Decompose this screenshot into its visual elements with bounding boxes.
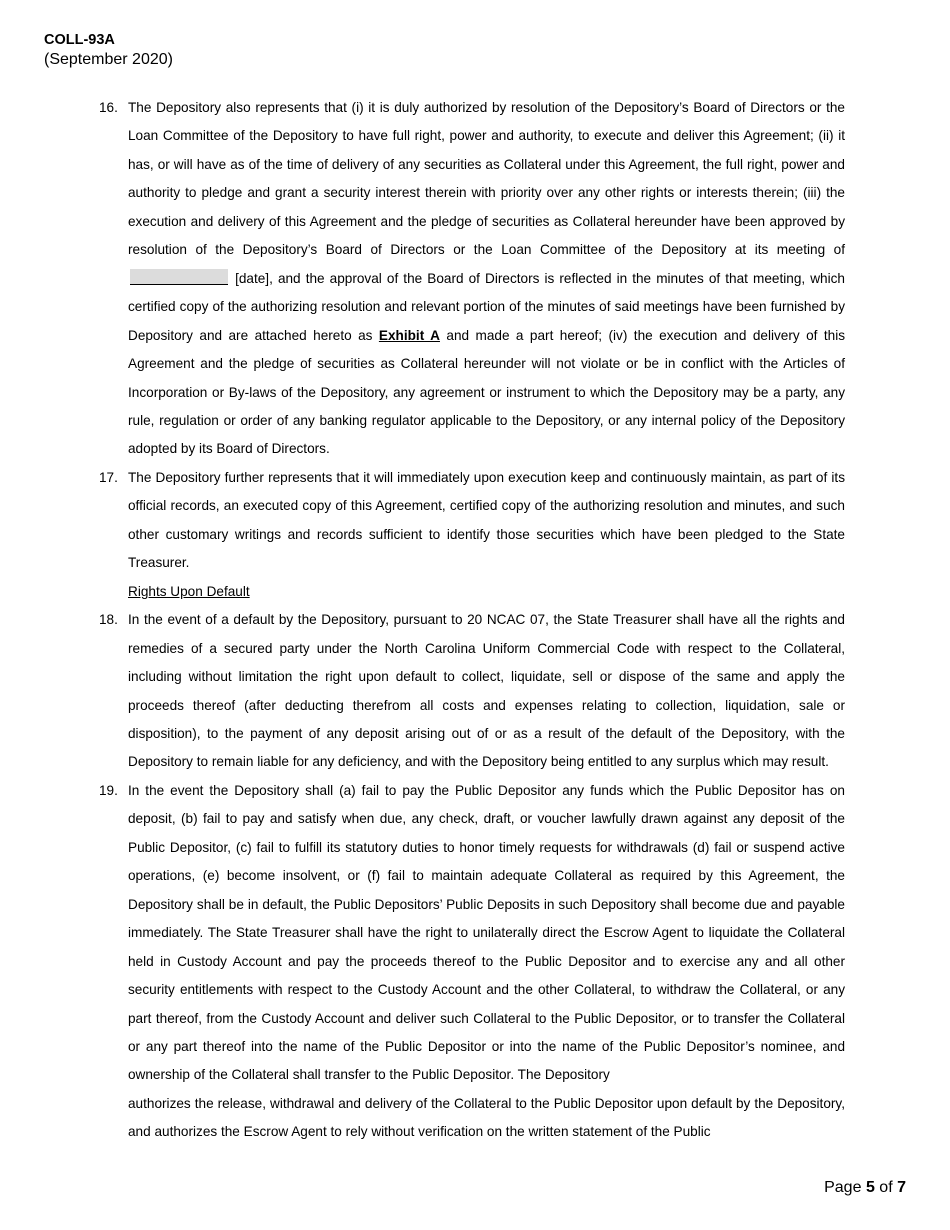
form-date: (September 2020) [44, 51, 173, 68]
page-word: Page [824, 1179, 862, 1196]
paragraph-text: and made a part hereof; (iv) the execution and delivery of this Agreement and the pledge of securities as Collateral hereunder will not violate or be in conflict with the Articles of Incorporation or By-laws of the Depository, any agreement or instrument to which the Depository may be a party, any rule, regulation or order of any banking regulator applicable to the Depository, or any internal policy of the Depository adopted by its Board of Directors. [128, 327, 846, 457]
paragraph-text: The Depository further represents that it will immediately upon execution keep and continuously maintain, as part of its official records, an executed copy of this Agreement, certified copy of the authorizing resolution and minutes, and such other customary writings and records sufficient to identify those securities which have been pledged to the State Treasurer. [128, 469, 845, 571]
form-id: COLL-93A [44, 32, 115, 48]
exhibit-a-reference: Exhibit A [378, 327, 440, 343]
paragraph-number: 16. [99, 100, 118, 115]
paragraph-number: 18. [99, 612, 118, 628]
meeting-date-field[interactable] [130, 269, 228, 285]
paragraph-text: In the event of a default by the Depository, pursuant to 20 NCAC 07, the State Treasurer shall have all the rights and remedies of a secured party under the North Carolina Uniform Commercial Code with respect to the Collateral, including without limitation the right upon default to collect, liquidate, sell or dispose of the same and apply the proceeds thereof (after deducting therefrom all costs and expenses relating to collection, liquidation, sale or disposition), to the payment of any deposit arising out of or as a result of the default of the Depository, with the Depository to remain liable for any deficiency, and with the Depository being entitled to any surplus which may result. [128, 612, 845, 770]
paragraph-continuation: authorizes the release, withdrawal and delivery of the Collateral to the Public Depositor upon default by the Depository, and authorizes the Escrow Agent to rely without verification on the written statement of the Public [128, 1095, 845, 1140]
section-heading [99, 578, 845, 606]
paragraph-number: 17. [99, 469, 118, 485]
of-word: of [879, 1179, 893, 1196]
paragraph-text: [date], and the approval of the Board of Directors is reflected in the minutes of that meeting, which certified copy of the authorizing resolution and relevant portion of the minutes of said meetings have been furnished by Depository and are attached hereto as [128, 270, 845, 343]
paragraph-16 [99, 94, 845, 464]
paragraph-17 [99, 464, 845, 578]
page-footer [824, 1178, 906, 1198]
total-pages: 7 [897, 1179, 906, 1196]
paragraph-19 [99, 777, 845, 1147]
document-body [99, 94, 845, 1147]
paragraph-number: 19. [99, 782, 118, 798]
section-heading-text: Rights Upon Default [128, 583, 250, 599]
paragraph-18 [99, 606, 845, 777]
paragraph-text: The Depository also represents that (i) it is duly authorized by resolution of the Depository’s Board of Directors or the Loan Committee of the Depository to have full right, power and authority, to execute and deliver this Agreement; (ii) it has, or will have as of the time of delivery of any securities as Collateral under this Agreement, the full right, power and authority to pledge and grant a security interest therein with priority over any other rights or interests therein; (iii) the execution and delivery of this Agreement and the pledge of securities as Collateral hereunder have been approved by resolution of the Depository’s Board of Directors or the Loan Committee of the Depository at its meeting of [128, 100, 845, 258]
paragraph-text: In the event the Depository shall (a) fail to pay the Public Depositor any funds which the Public Depositor has on deposit, (b) fail to pay and satisfy when due, any check, draft, or voucher lawfully drawn against any deposit of the Public Depositor, (c) fail to fulfill its statutory duties to honor timely requests for withdrawals (d) fail or suspend active operations, (e) become insolvent, or (f) fail to maintain adequate Collateral as required by this Agreement, the Depository shall be in default, the Public Depositors’ Public Deposits in such Depository shall become due and payable immediately. The State Treasurer shall have the right to unilaterally direct the Escrow Agent to liquidate the Collateral held in Custody Account and pay the proceeds thereof to the Public Depositor and to exercise any and all other security entitlements with respect to the Custody Account and the other Collateral, to withdraw the Collateral, or any part thereof, from the Custody Account and deliver such Collateral to the Public Depositor, or to transfer the Collateral or any part thereof into the name of the Public Depositor or into the name of the Public Depositor’s nominee, and ownership of the Collateral shall transfer to the Public Depositor. The Depository [128, 782, 845, 1083]
page-number: 5 [865, 1179, 875, 1196]
